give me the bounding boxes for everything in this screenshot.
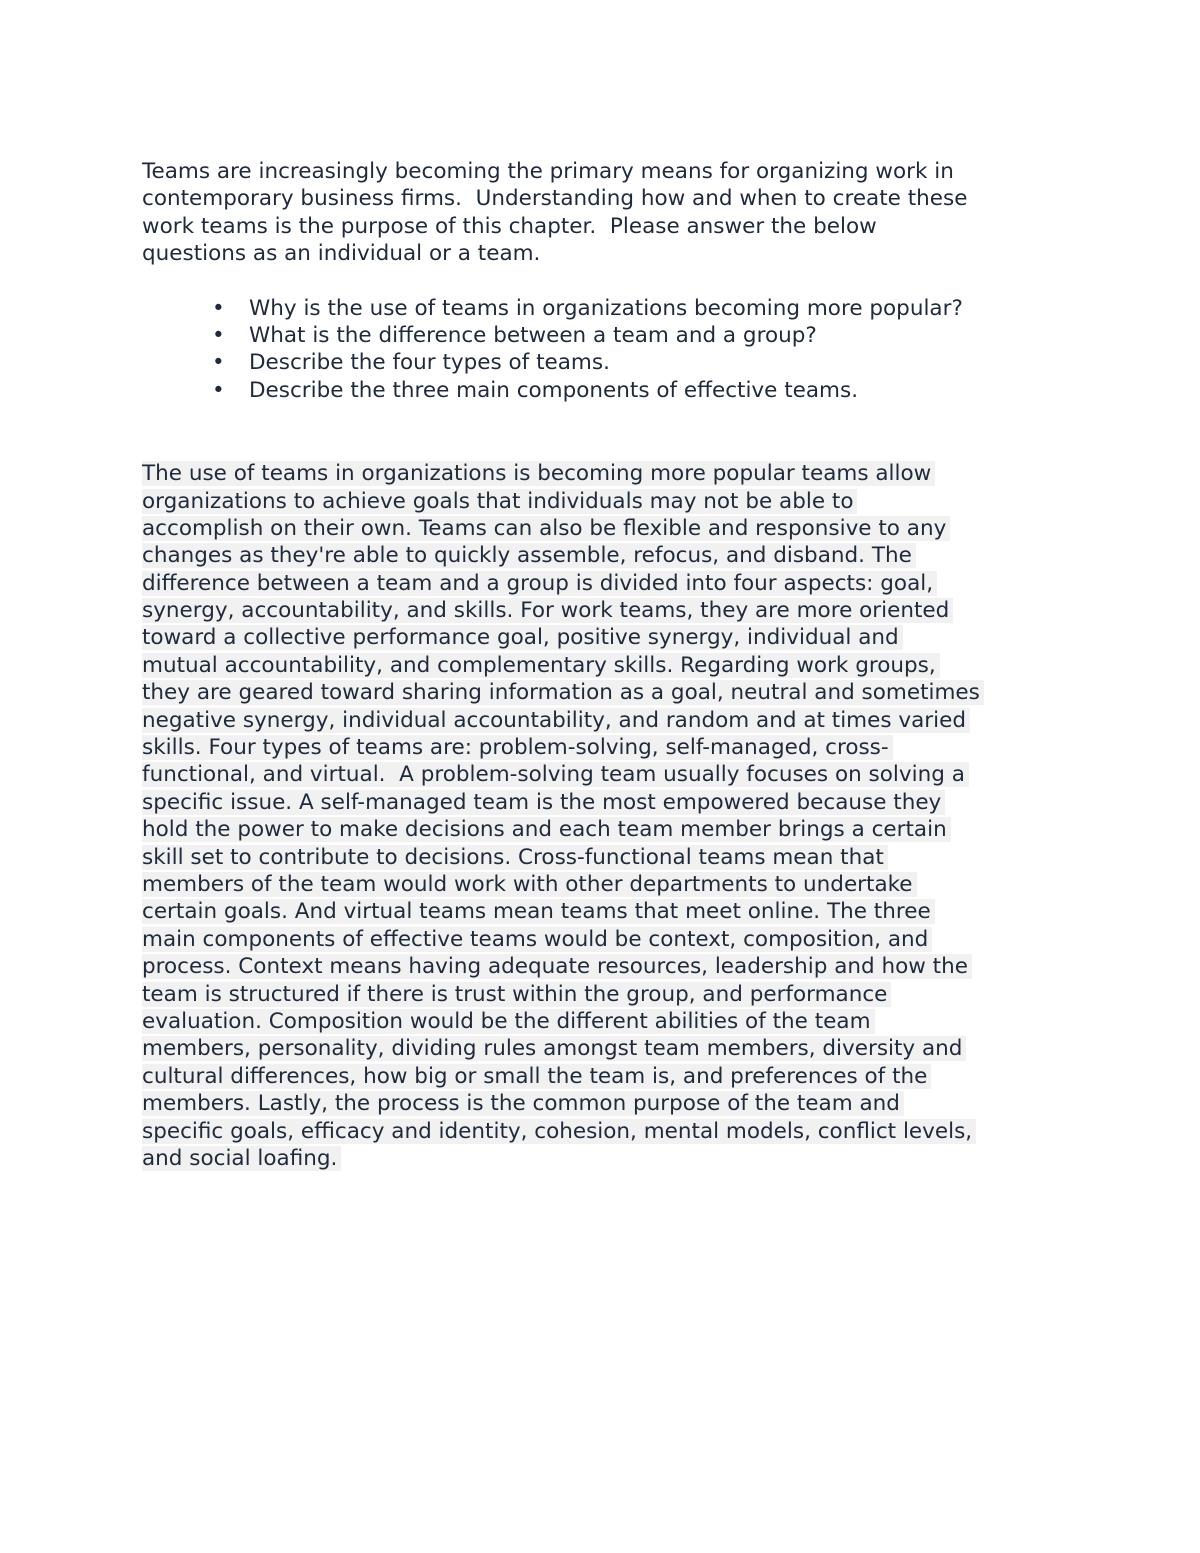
answer-line: accomplish on their own. Teams can also be flexible and responsive to any — [142, 516, 950, 541]
answer-line: toward a collective performance goal, positive synergy, individual and — [142, 625, 903, 650]
answer-line: mutual accountability, and complementary skills. Regarding work groups, — [142, 653, 940, 678]
answer-line: specific goals, efficacy and identity, cohesion, mental models, conflict levels, — [142, 1119, 976, 1144]
answer-line: certain goals. And virtual teams mean teams that meet online. The three — [142, 899, 935, 924]
question-item — [142, 322, 1062, 349]
answer-line: and social loafing. — [142, 1146, 341, 1171]
bullet-icon: • — [212, 350, 225, 376]
answer-line: changes as they're able to quickly assemble, refocus, and disband. The — [142, 543, 916, 568]
document-body — [142, 158, 1062, 1172]
answer-line: team is structured if there is trust within the group, and performance — [142, 982, 891, 1007]
intro-line: work teams is the purpose of this chapter. Please answer the below — [142, 213, 877, 239]
question-item — [142, 349, 1062, 376]
answer-line: synergy, accountability, and skills. For work teams, they are more oriented — [142, 598, 953, 623]
answer-line: members, personality, dividing rules amongst team members, diversity and — [142, 1036, 966, 1061]
answer-line: The use of teams in organizations is becoming more popular teams allow — [142, 461, 935, 486]
intro-line: Teams are increasingly becoming the primary means for organizing work in — [142, 159, 954, 184]
answer-line: hold the power to make decisions and each team member brings a certain — [142, 817, 951, 842]
bullet-icon: • — [212, 377, 225, 403]
question-item — [142, 295, 1062, 322]
answer-line: skill set to contribute to decisions. Cross-functional teams mean that — [142, 845, 888, 870]
answer-line: functional, and virtual. A problem-solving team usually focuses on solving a — [142, 762, 969, 787]
bullet-icon: • — [212, 295, 225, 321]
bullet-icon: • — [212, 322, 225, 348]
answer-line: process. Context means having adequate resources, leadership and how the — [142, 954, 972, 979]
intro-paragraph — [142, 158, 1062, 268]
answer-line: skills. Four types of teams are: problem-solving, self-managed, cross- — [142, 735, 893, 760]
answer-line: difference between a team and a group is divided into four aspects: goal, — [142, 571, 937, 596]
answer-line: members. Lastly, the process is the common purpose of the team and — [142, 1091, 904, 1116]
answer-line: members of the team would work with other departments to undertake — [142, 872, 917, 897]
answer-line: evaluation. Composition would be the different abilities of the team — [142, 1009, 875, 1034]
question-text: Describe the four types of teams. — [249, 350, 610, 376]
question-text: Describe the three main components of effective teams. — [249, 377, 859, 403]
question-text: Why is the use of teams in organizations becoming more popular? — [249, 295, 963, 321]
question-item — [142, 377, 1062, 404]
answer-line: organizations to achieve goals that individuals may not be able to — [142, 489, 857, 514]
answer-line: main components of effective teams would be context, composition, and — [142, 927, 932, 952]
intro-line: contemporary business firms. Understanding how and when to create these — [142, 186, 968, 212]
answer-line: cultural differences, how big or small the team is, and preferences of the — [142, 1064, 931, 1089]
question-list — [142, 295, 1062, 405]
answer-line: specific issue. A self-managed team is the most empowered because they — [142, 790, 945, 815]
answer-line: they are geared toward sharing information as a goal, neutral and sometimes — [142, 680, 984, 705]
answer-paragraph — [142, 460, 1062, 1172]
answer-line: negative synergy, individual accountability, and random and at times varied — [142, 708, 970, 733]
question-text: What is the difference between a team and a group? — [249, 322, 817, 348]
intro-line: questions as an individual or a team. — [142, 241, 541, 267]
